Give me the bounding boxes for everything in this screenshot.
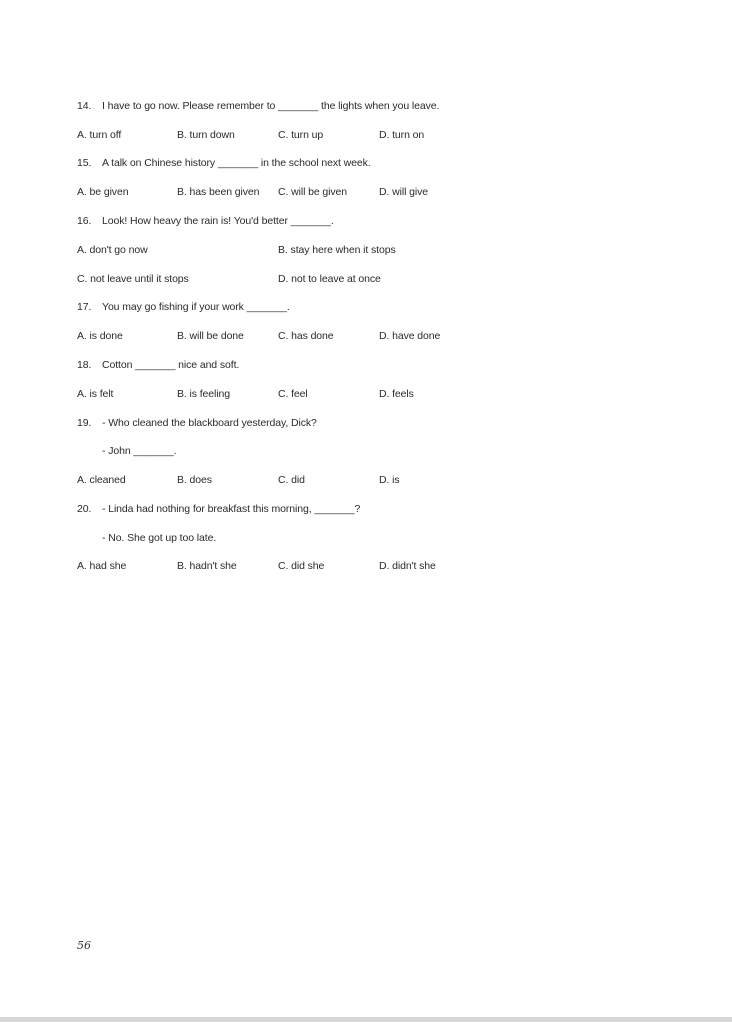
page-number: 56: [77, 939, 91, 952]
question-number: 20.: [77, 503, 92, 515]
question-text: - Linda had nothing for breakfast this morning, _______?: [102, 503, 361, 515]
option-a: A. is done: [77, 330, 123, 342]
question-15: [77, 157, 371, 170]
question-14: [77, 100, 439, 113]
option-b: B. will be done: [177, 330, 244, 342]
question-19-options: [77, 474, 537, 487]
option-b: B. does: [177, 474, 212, 486]
question-16-options-row-1: [77, 244, 537, 257]
option-d: D. turn on: [379, 129, 425, 141]
question-text: Look! How heavy the rain is! You'd better _______.: [102, 215, 334, 227]
option-a: A. cleaned: [77, 474, 126, 486]
question-18-options: [77, 388, 537, 401]
question-20-options: [77, 560, 537, 573]
question-19-reply: - John _______.: [102, 445, 177, 457]
option-a: A. turn off: [77, 129, 122, 141]
question-text: I have to go now. Please remember to _______ the lights when you leave.: [102, 100, 440, 112]
option-d: D. have done: [379, 330, 441, 342]
option-b: B. has been given: [177, 186, 260, 198]
option-b: B. stay here when it stops: [278, 244, 396, 256]
question-number: 18.: [77, 359, 92, 371]
option-d: D. will give: [379, 186, 428, 198]
option-c: C. did: [278, 474, 305, 486]
option-c: C. turn up: [278, 129, 324, 141]
page-bottom-edge: [0, 1017, 732, 1022]
question-15-options: [77, 186, 537, 199]
option-d: D. is: [379, 474, 400, 486]
option-d: D. didn't she: [379, 560, 436, 572]
option-a: A. don't go now: [77, 244, 148, 256]
option-d: D. not to leave at once: [278, 273, 381, 285]
question-text: - Who cleaned the blackboard yesterday, Dick?: [102, 417, 317, 429]
question-17: [77, 301, 290, 314]
option-c: C. will be given: [278, 186, 348, 198]
question-14-options: [77, 129, 537, 142]
question-number: 17.: [77, 301, 92, 313]
question-20: [77, 503, 360, 516]
option-c: C. did she: [278, 560, 325, 572]
question-16-options-row-2: [77, 273, 537, 286]
option-a: A. is felt: [77, 388, 114, 400]
question-number: 14.: [77, 100, 92, 112]
option-c: C. has done: [278, 330, 334, 342]
option-a: A. be given: [77, 186, 129, 198]
option-a: A. had she: [77, 560, 127, 572]
option-d: D. feels: [379, 388, 414, 400]
question-text: A talk on Chinese history _______ in the school next week.: [102, 157, 371, 169]
option-b: B. turn down: [177, 129, 235, 141]
question-16: [77, 215, 334, 228]
question-18: [77, 359, 239, 372]
question-number: 15.: [77, 157, 92, 169]
question-19: [77, 417, 317, 430]
option-b: B. hadn't she: [177, 560, 237, 572]
question-text: You may go fishing if your work _______.: [102, 301, 290, 313]
option-c: C. not leave until it stops: [77, 273, 189, 285]
option-b: B. is feeling: [177, 388, 230, 400]
question-20-reply: - No. She got up too late.: [102, 532, 217, 544]
question-text: Cotton _______ nice and soft.: [102, 359, 240, 371]
question-17-options: [77, 330, 537, 343]
question-number: 16.: [77, 215, 92, 227]
question-number: 19.: [77, 417, 92, 429]
option-c: C. feel: [278, 388, 308, 400]
